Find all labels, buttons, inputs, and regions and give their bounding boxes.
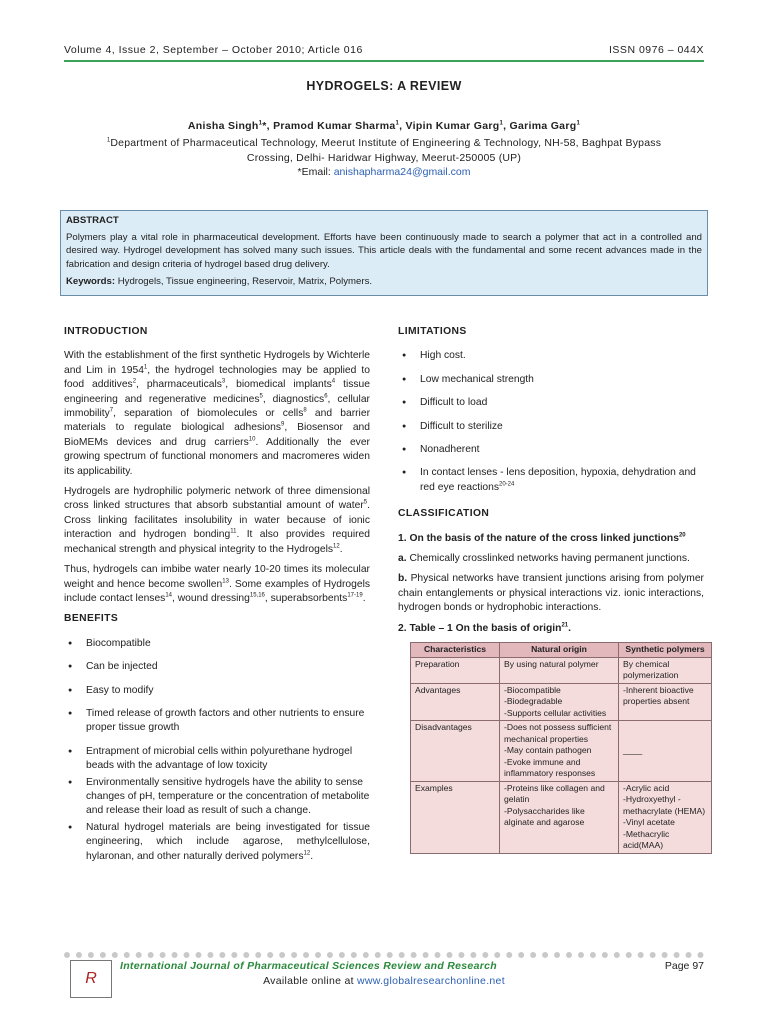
table-row — [411, 657, 712, 683]
corresponding-mark: * — [262, 120, 267, 132]
abstract-heading: ABSTRACT — [66, 215, 119, 226]
author-sup: 1 — [499, 120, 504, 127]
list-item: ● Low mechanical strength — [398, 373, 704, 387]
table-row — [411, 683, 712, 721]
list-item: ● Difficult to sterilize — [398, 420, 704, 434]
origin-table — [410, 642, 712, 854]
table-caption: 2. Table – 1 On the basis of origin$^{21}$. — [398, 622, 572, 634]
table-header: Natural origin — [500, 643, 619, 658]
list-item: ● Easy to modify — [64, 684, 370, 698]
affiliation — [70, 136, 698, 166]
table-cell: ____ — [619, 721, 712, 782]
table-cell: -Proteins like collagen and gelatin -Polysaccharides like alginate and agarose — [500, 781, 619, 853]
affiliation-sup: 1 — [106, 137, 111, 144]
benefits-list — [64, 637, 370, 864]
intro-paragraph-1: With the establishment of the first synthetic Hydrogels by Wichterle and Lim in 1954$^1$, the hydrogel technologies may be applied to food additives$^2$, pharmaceuticals$^3$, biomedical implants$^4$ tissue engineering and regenerative medicines$^5$, diagnostics$^6$, cellular immobility$^7$, separation of biomolecules or cells$^8$ and barrier materials to regulate biological adhesions$^9$, Biosensor and BioMEMs devices and drug carriers$^{10}$. Additionally the ever growing spectrum of functional monomers and macromeres widen its applicability. — [64, 350, 370, 477]
keywords-text: Hydrogels, Tissue engineering, Reservoir, Matrix, Polymers. — [115, 276, 373, 287]
footer-online: Available online at www.globalresearchonline.net — [263, 975, 505, 987]
left-column — [64, 325, 370, 873]
affiliation-line: Department of Pharmaceutical Technology, Meerut Institute of Engineering & Technology, NH-58, Baghpat Bypass — [110, 137, 662, 149]
table-cell: -Does not possess sufficient mechanical properties -May contain pathogen -Evoke immune and inflammatory responses — [500, 721, 619, 782]
affiliation-line: Crossing, Delhi- Haridwar Highway, Meerut-250005 (UP) — [246, 152, 522, 164]
author-name: Anisha Singh — [187, 120, 259, 132]
right-column — [398, 325, 704, 854]
running-header — [64, 44, 704, 56]
intro-paragraph-2: Hydrogels are hydrophilic polymeric network of three dimensional cross linked structures that absorb substantial amount of water$^5$. Cross linking facilitates insolubility in water because of ionic interaction and hydrogen bonding$^{11}$. It also provides required mechanical strength and physical integrity to the Hydrogels$^{12}$. — [64, 486, 370, 555]
keywords-line — [66, 275, 702, 289]
list-item: ● Environmentally sensitive hydrogels have the ability to sense changes of pH, temperature or the concentration of metabolite and release their load as result of such a change. — [64, 776, 370, 819]
list-item: ● Difficult to load — [398, 396, 704, 410]
list-item: ● Entrapment of microbial cells within polyurethane hydrogel beads with the advantage of low toxicity — [64, 745, 370, 774]
author-list — [0, 120, 768, 132]
author-name: , Vipin Kumar Garg — [399, 120, 500, 132]
table-row — [411, 781, 712, 853]
page-title: HYDROGELS: A REVIEW — [306, 79, 462, 93]
introduction-heading: INTRODUCTION — [64, 326, 148, 337]
abstract-text: Polymers play a vital role in pharmaceutical development. Efforts have been continuously made to search a polymer that act in a controlled and desired way. Hydrogel development has solved many such issues. This article deals with the fundamental and some recent advances made in the fabrication and design criteria of hydrogel based drug delivery. — [66, 231, 702, 270]
author-sup: 1 — [576, 120, 581, 127]
list-item: ● Timed release of growth factors and other nutrients to ensure proper tissue growth — [64, 707, 370, 736]
header-rule — [64, 60, 704, 62]
table-cell: By using natural polymer — [500, 657, 619, 683]
table-cell: -Acrylic acid -Hydroxyethyl - methacrylate (HEMA) -Vinyl acetate -Methacrylic acid(MAA) — [619, 781, 712, 853]
header-issn: ISSN 0976 – 044X — [609, 44, 704, 56]
table-cell: Preparation — [411, 657, 500, 683]
website-link[interactable]: www.globalresearchonline.net — [357, 975, 505, 987]
email-link[interactable]: anishapharma24@gmail.com — [333, 166, 471, 178]
intro-paragraph-3: Thus, hydrogels can imbibe water nearly 10-20 times its molecular weight and hence become swollen$^{13}$. Some examples of Hydrogels include contact lenses$^{14}$, wound dressing$^{15,16}$, superabsorbents$^{17-19}$. — [64, 564, 371, 604]
limitations-heading: LIMITATIONS — [398, 326, 467, 337]
author-name: , Pramod Kumar Sharma — [266, 120, 396, 132]
list-item: ● In contact lenses - lens deposition, hypoxia, dehydration and red eye reactions$^{20-24}$ — [398, 466, 704, 495]
table-header: Synthetic polymers — [619, 643, 712, 658]
author-sup: 1 — [395, 120, 400, 127]
table-cell: By chemical polymerization — [619, 657, 712, 683]
table-cell: Disadvantages — [411, 721, 500, 782]
page-number: Page 97 — [664, 960, 704, 972]
list-item: ● Can be injected — [64, 660, 370, 674]
list-item: ● High cost. — [398, 349, 704, 363]
header-volume: Volume 4, Issue 2, September – October 2010; Article 016 — [64, 44, 363, 56]
email-label: *Email: — [297, 166, 331, 178]
benefits-heading: BENEFITS — [64, 613, 119, 625]
classification-b: b. Physical networks have transient junctions arising from polymer chain entanglements or physical interactions viz. ionic interactions, hydrogen bonds or hydrophobic interactions. — [398, 573, 704, 614]
list-item: ● Nonadherent — [398, 443, 704, 457]
classification-subheading: 1. On the basis of the nature of the cross linked junctions$^{20}$ — [398, 532, 686, 544]
email-line — [0, 166, 768, 178]
author-name: , Garima Garg — [503, 120, 577, 132]
abstract-box — [60, 210, 708, 296]
classification-heading: CLASSIFICATION — [398, 508, 490, 520]
list-item: ● Natural hydrogel materials are being investigated for tissue engineering, which include agarose, methylcellulose, hylaronan, and other naturally derived polymers$^{12}$. — [64, 821, 370, 864]
limitations-list — [398, 349, 704, 495]
keywords-label: Keywords: — [66, 276, 116, 287]
classification-a: a. Chemically crosslinked networks having permanent junctions. — [398, 553, 690, 565]
table-cell: -Inherent bioactive properties absent — [619, 683, 712, 721]
list-item: ● Biocompatible — [64, 637, 370, 651]
table-cell: Examples — [411, 781, 500, 853]
footer-journal: International Journal of Pharmaceutical Sciences Review and Research — [120, 960, 497, 972]
table-cell: Advantages — [411, 683, 500, 721]
logo-letter: R — [85, 970, 97, 987]
table-header: Characteristics — [411, 643, 500, 658]
author-sup: 1 — [258, 120, 263, 127]
footer-rule — [64, 952, 704, 958]
table-cell: -Biocompatible -Biodegradable -Supports cellular activities — [500, 683, 619, 721]
table-row — [411, 721, 712, 782]
